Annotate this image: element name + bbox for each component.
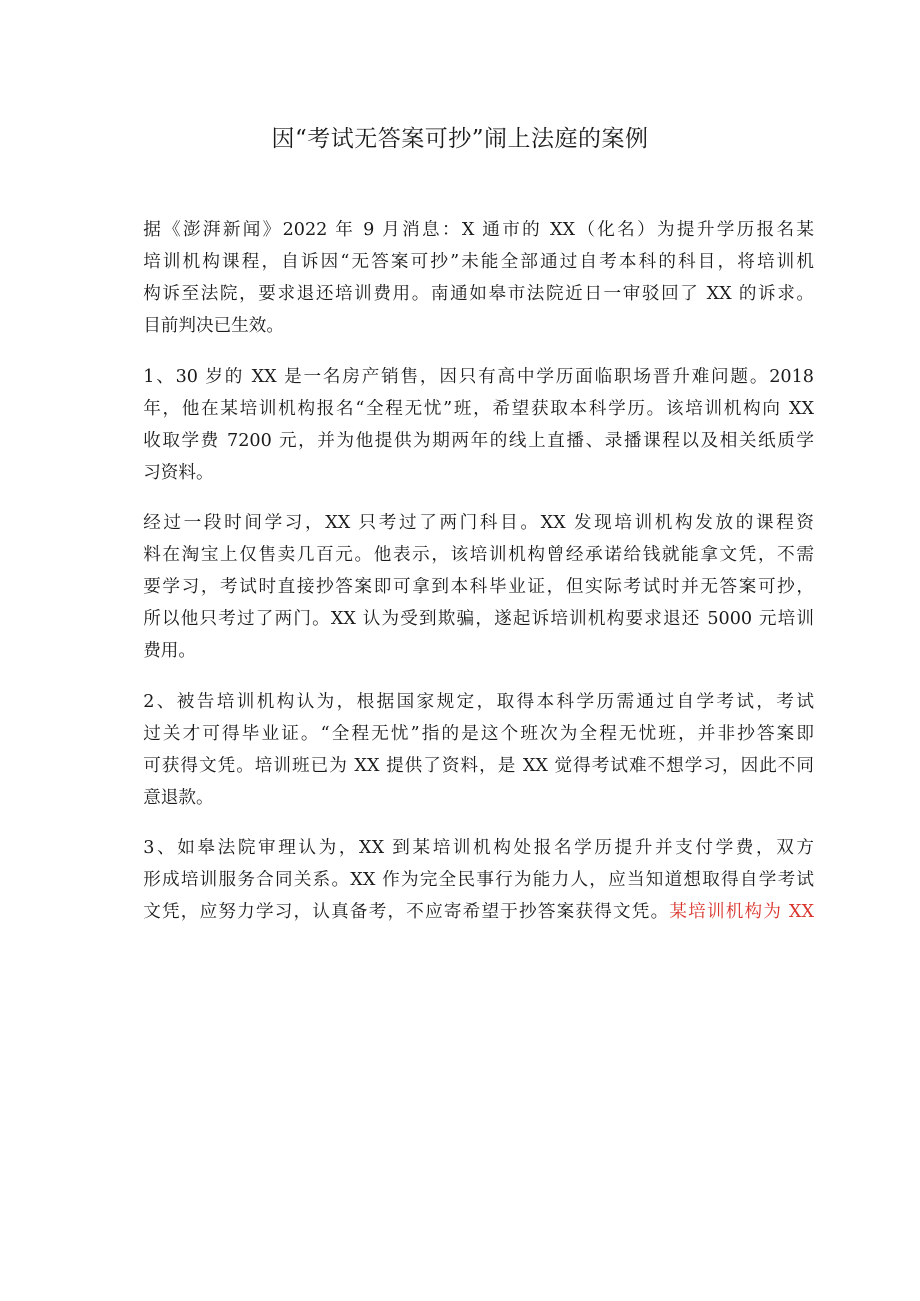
paragraph-line: 1、30 岁的 XX 是一名房产销售，因只有高中学历面临职场晋升难问题。2018 bbox=[143, 366, 814, 387]
paragraph-point-3 bbox=[108, 832, 814, 928]
paragraph-line: 2、被告培训机构认为，根据国家规定，取得本科学历需通过自学考试，考试 bbox=[143, 691, 814, 712]
paragraph-line: 据《澎湃新闻》2022 年 9 月消息：X 通市的 XX（化名）为提升学历报名某 bbox=[143, 220, 814, 240]
paragraph-line: 形成培训服务合同关系。XX 作为完全民事行为能力人，应当知道想取得自学考试 bbox=[143, 870, 814, 890]
paragraph-line: 年，他在某培训机构报名“全程无忧”班，希望获取本科学历。该培训机构向 XX bbox=[143, 398, 814, 419]
paragraph-line: 构诉至法院，要求退还培训费用。南通如皋市法院近日一审驳回了 XX 的诉求。 bbox=[143, 284, 814, 304]
paragraph-line: 过关才可得毕业证。“全程无忧”指的是这个班次为全程无忧班，并非抄答案即 bbox=[143, 723, 814, 744]
paragraph-line-with-highlight bbox=[108, 896, 814, 928]
document-body bbox=[108, 214, 814, 947]
paragraph-line: 意退款。 bbox=[143, 787, 214, 808]
paragraph-line: 料在淘宝上仅售卖几百元。他表示，该培训机构曾经承诺给钱就能拿文凭，不需 bbox=[143, 545, 814, 565]
paragraph-line: 所以他只考过了两门。XX 认为受到欺骗，遂起诉培训机构要求退还 5000 元培训 bbox=[143, 609, 814, 629]
highlighted-text: 某培训机构为 XX bbox=[669, 902, 814, 922]
paragraph-line: 收取学费 7200 元，并为他提供为期两年的线上直播、录播课程以及相关纸质学 bbox=[143, 430, 814, 451]
paragraph-line: 可获得文凭。培训班已为 XX 提供了资料，是 XX 觉得考试难不想学习，因此不同 bbox=[143, 755, 814, 776]
paragraph-point-2 bbox=[108, 686, 814, 814]
paragraph-line: 要学习，考试时直接抄答案即可拿到本科毕业证，但实际考试时并无答案可抄， bbox=[143, 577, 814, 597]
paragraph-line: 经过一段时间学习，XX 只考过了两门科目。XX 发现培训机构发放的课程资 bbox=[143, 513, 814, 533]
paragraph-point-1 bbox=[108, 361, 814, 489]
paragraph-line: 费用。 bbox=[143, 641, 196, 661]
paragraph-intro bbox=[108, 214, 814, 342]
paragraph-text: 文凭，应努力学习，认真备考，不应寄希望于抄答案获得文凭。 bbox=[143, 902, 670, 922]
paragraph-line: 习资料。 bbox=[143, 462, 214, 483]
document-title: 因“考试无答案可抄”闹上法庭的案例 bbox=[271, 126, 649, 152]
paragraph-line: 3、如皋法院审理认为，XX 到某培训机构处报名学历提升并支付学费，双方 bbox=[143, 838, 814, 858]
paragraph-line: 目前判决已生效。 bbox=[143, 316, 284, 336]
paragraph-line: 培训机构课程，自诉因“无答案可抄”未能全部通过自考本科的科目，将培训机 bbox=[143, 252, 814, 272]
paragraph-experience bbox=[108, 507, 814, 667]
